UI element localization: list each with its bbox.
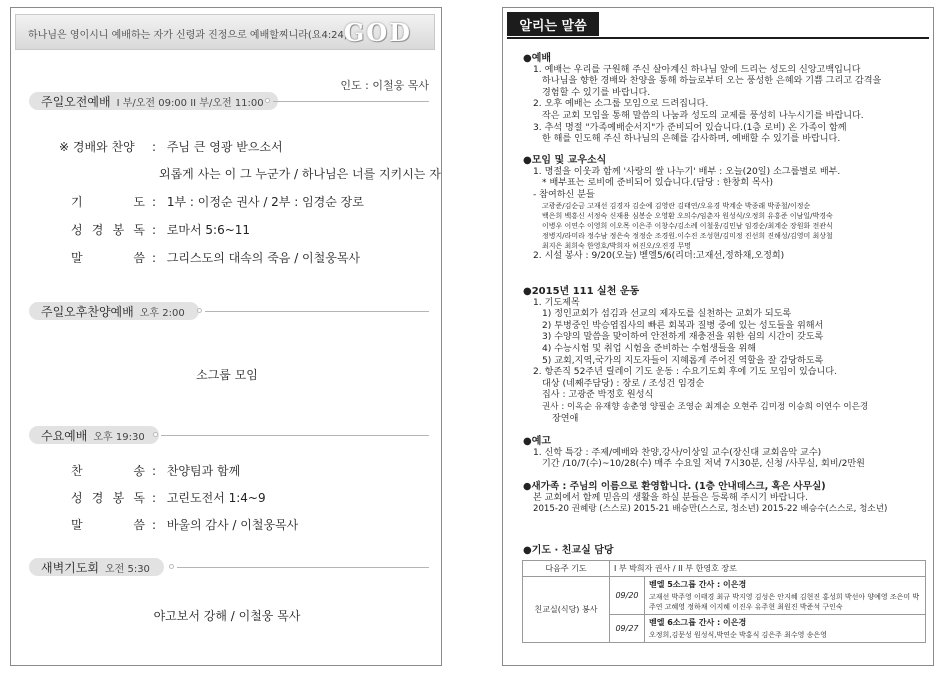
duty-entry-names: 오정희,김문성 원성식,박연순 박홍식 김은주 최수영 송은영: [649, 631, 827, 639]
dawn-content: 야고보서 강해 / 이철웅 목사: [153, 609, 301, 623]
notice-line: 하나님을 향한 경배와 찬양을 통해 하늘로부터 오는 풍성한 은혜와 기쁨 그리고 감격을: [542, 76, 882, 87]
notice-line: 작은 교회 모임을 통해 말씀의 나눔과 성도의 교제를 풍성히 나누시기를 바랍니다.: [542, 110, 864, 121]
section-wednesday: [29, 426, 429, 444]
notice-line: 장연애: [552, 413, 579, 424]
notice-line: 4) 수능시험 및 취업 시험을 준비하는 수험생들을 위해: [542, 343, 757, 354]
order-row: ※ 경배와 찬양 : 주님 큰 영광 받으소서: [59, 140, 283, 154]
duty-value: I 부 박희자 권사 / II 부 한영호 장로: [610, 561, 926, 577]
duty-entry-names: 고재선 박주영 이태경 최규 박지영 김성은 안지혜 김현진 홍성희 박선아 양예영 조은미 박주연 고혜영 정하채 이지혜 이진우 유주현 최원진 박준석 구인숙: [649, 593, 920, 611]
notice-title: ●새가족 : 주님의 이름으로 환영합니다. (1층 안내데스크, 혹은 사무실): [523, 481, 826, 492]
order-row: [159, 165, 441, 182]
section-title: 수요예배: [41, 428, 88, 443]
section-pill: [29, 302, 199, 320]
duty-label: 다음주 기도: [523, 561, 610, 577]
verse-banner: [15, 14, 435, 50]
notice-line: 1. 기도제목: [533, 297, 580, 308]
notice-line: 1) 정인교회가 섬김과 선교의 제자도를 실천하는 교회가 되도록: [542, 309, 792, 320]
notice-line: 정병지/라미라 정수남 정은숙 정정순 조경원.이수진 조성현/김미정 진선희 진해성/김영미 최상철: [542, 232, 833, 241]
announcements-header: 알리는 말씀: [507, 12, 599, 36]
section-divider: [177, 567, 429, 568]
duty-entry: [645, 615, 926, 643]
notice-title: ●예고: [523, 436, 552, 447]
order-row: 말 씀 : 바울의 감사 / 이철웅목사: [71, 518, 299, 532]
order-row: 말 씀 : 그리스도의 대속의 죽음 / 이철웅목사: [71, 251, 361, 265]
section-time: I 부/오전 09:00 II 부/오전 11:00: [116, 97, 264, 109]
prayer-2015-notice: [523, 286, 927, 425]
notice-line: 1. 예배는 우리를 구원해 주신 살아계신 하나님 앞에 드리는 성도의 신앙고백입니다: [533, 64, 861, 75]
notice-line: - 참여하신 분들: [533, 189, 595, 200]
duty-title: ●기도 · 친교실 담당: [523, 545, 614, 556]
notice-line: 최지은 최희숙 한영호/박희자 허진오/오진경 무명: [542, 242, 691, 251]
order-row: 찬 송 : 찬양팀과 함께: [71, 464, 241, 478]
notice-line: 2. 항존직 52주년 릴레이 기도 운동 : 수요기도회 후에 기도 모임이 있습니다.: [533, 367, 837, 378]
section-divider: [273, 101, 429, 102]
order-value: 그리스도의 대속의 죽음 / 이철웅목사: [166, 251, 361, 265]
order-row: 성 경 봉 독 : 고린도전서 1:4~9: [71, 491, 266, 505]
notice-line: 2. 오후 예배는 소그룹 모임으로 드려집니다.: [533, 99, 709, 110]
table-row: [523, 561, 926, 577]
notice-line: * 배부표는 로비에 준비되어 있습니다.(담당 : 한창희 목사): [542, 178, 774, 189]
order-value: 1부 : 이정순 권사 / 2부 : 임경순 장로: [166, 195, 364, 209]
section-pill: [29, 92, 278, 110]
section-sunday-morning: [29, 92, 429, 110]
section-time: 오후 19:30: [93, 431, 145, 443]
section-divider: [205, 311, 429, 312]
notice-line: 대상 (네째주담당) : 장로 / 조성건 임경순: [542, 378, 705, 389]
order-value: 주님 큰 영광 받으소서: [166, 140, 283, 154]
section-dot: [153, 432, 158, 437]
duty-entry: [645, 577, 926, 615]
afternoon-content: 소그룹 모임: [196, 368, 258, 382]
order-label: 성 경 봉 독: [71, 223, 145, 237]
duty-date: 09/27: [610, 615, 645, 643]
notice-line: 3. 추석 명절 "가족예배순서지"가 준비되어 있습니다.(1층 로비) 온 가족이 함께: [533, 122, 847, 133]
duty-entry-head: 벧엘 6소그룹 간사 : 이은경: [649, 618, 747, 627]
section-sunday-afternoon: [29, 302, 429, 320]
section-time: 오후 2:00: [139, 307, 185, 319]
table-row: [523, 577, 926, 615]
order-row: 기 도 : 1부 : 이정순 권사 / 2부 : 임경순 장로: [71, 195, 364, 209]
announcements-page: [502, 7, 934, 666]
notice-line: 집사 : 고광준 박정호 원성식: [542, 390, 654, 401]
preview-notice: [523, 436, 927, 471]
order-label: 성 경 봉 독: [71, 491, 145, 505]
order-label: 기 도: [71, 195, 145, 209]
section-dot: [265, 98, 270, 103]
section-dot: [169, 564, 174, 569]
duty-label: 친교실(식당) 봉사: [523, 577, 610, 643]
duty-table: [522, 560, 926, 643]
notice-line: 2. 시설 봉사 : 9/20(오늘) 벧엘5/6(리더:고재선,정하채,오정희): [533, 251, 785, 262]
notice-title: ●예배: [523, 53, 552, 64]
section-pill: [29, 426, 159, 444]
order-row: 성 경 봉 독 : 로마서 5:6~11: [71, 223, 251, 237]
section-divider: [161, 435, 429, 436]
section-dot: [197, 308, 202, 313]
order-label: 말 씀: [71, 518, 145, 532]
section-time: 오전 5:30: [104, 563, 150, 575]
worship-order-page: [10, 7, 442, 666]
section-title: 주일오후찬양예배: [41, 304, 134, 319]
notice-title: ●2015년 111 실천 운동: [523, 286, 640, 297]
order-value: 고린도전서 1:4~9: [166, 491, 266, 505]
notice-line: 백은희 백흥신 서정숙 신재용 심봉순 오영환 오의수/임춘자 원성식/오정희 유흥준 이남일/박경숙: [542, 212, 833, 221]
newcomers-notice: [523, 481, 927, 516]
duty-date: 09/20: [610, 577, 645, 615]
notice-title: ●모임 및 교우소식: [523, 155, 607, 166]
notice-line: 한 해를 인도해 주신 하나님의 은혜를 감사하며, 예배할 수 있기를 바랍니다.: [542, 134, 841, 145]
notice-line: 1. 신학 특강 : 주제/예배와 찬양,강사/이상일 교수(장신대 교회음악 교수): [533, 447, 822, 458]
section-pill: [29, 558, 164, 576]
notice-line: 기간 /10/7(수)~10/28(수) 매주 수요일 저녁 7시30분, 신청 /사무실, 회비/2만원: [542, 459, 865, 470]
order-value: 외롭게 사는 이 그 누군가 / 하나님은 너를 지키시는 자: [159, 167, 441, 181]
section-dawn: [29, 558, 429, 576]
header-rule: [507, 37, 929, 39]
notice-line: 본 교회에서 함께 믿음의 생활을 하실 분들은 등록해 주시기 바랍니다.: [533, 492, 808, 503]
order-label: 찬 송: [71, 464, 145, 478]
notice-line: 1. 명절을 이웃과 함께 '사랑의 쌀 나누기' 배부 : 오늘(20일) 소그룹별로 배부.: [533, 166, 841, 177]
order-value: 찬양팀과 함께: [166, 464, 241, 478]
worship-notice: [523, 53, 927, 146]
notice-line: 2) 투병중인 박승엽집사의 빠른 회복과 질병 중에 있는 성도들을 위해서: [542, 320, 824, 331]
notice-line: 권사 : 이옥순 유재향 송춘영 양필순 조영순 최계순 오현주 김미정 이승희 이연수 이은경: [542, 401, 869, 412]
notice-line: 이병우 이연수 이영희 이오목 이은주 이창수/김소례 이철웅/김민남 임경순/최계순 장원화 전관식: [542, 222, 833, 231]
notice-line: 5) 교회,지역,국가의 지도자들이 지혜롭게 주어진 역할을 잘 감당하도록: [542, 355, 824, 366]
order-label: 말 씀: [71, 251, 145, 265]
notice-line: 경험할 수 있기를 바랍니다.: [542, 87, 651, 98]
leader-text: 인도 : 이철웅 목사: [340, 79, 429, 92]
order-value: 바울의 감사 / 이철웅목사: [166, 518, 299, 532]
notice-line: 고광준/김순금 고재선 김경자 김순예 김영란 김태연/오유경 박계순 박종래 박종철/이정순: [542, 202, 811, 211]
order-label: ※ 경배와 찬양: [59, 140, 135, 154]
order-value: 로마서 5:6~11: [166, 223, 251, 237]
section-title: 주일오전예배: [41, 94, 111, 109]
section-title: 새벽기도회: [41, 560, 99, 575]
notice-line: 2015-20 권혜랑 (스스로) 2015-21 배승만(스스로, 청소년) 2015-22 배승수(스스로, 청소년): [533, 504, 888, 515]
groups-notice: [523, 155, 927, 263]
verse-text: 하나님은 영이시니 예배하는 자가 신령과 진정으로 예배할찌니라(요4:24): [28, 30, 348, 41]
duty-entry-head: 벧엘 5소그룹 간사 : 이은경: [649, 580, 747, 589]
notice-line: 3) 수양의 말씀을 맞이하여 안전하게 재충전을 위한 쉼의 시간이 갖도록: [542, 332, 824, 343]
god-logo: GOD: [343, 18, 412, 47]
